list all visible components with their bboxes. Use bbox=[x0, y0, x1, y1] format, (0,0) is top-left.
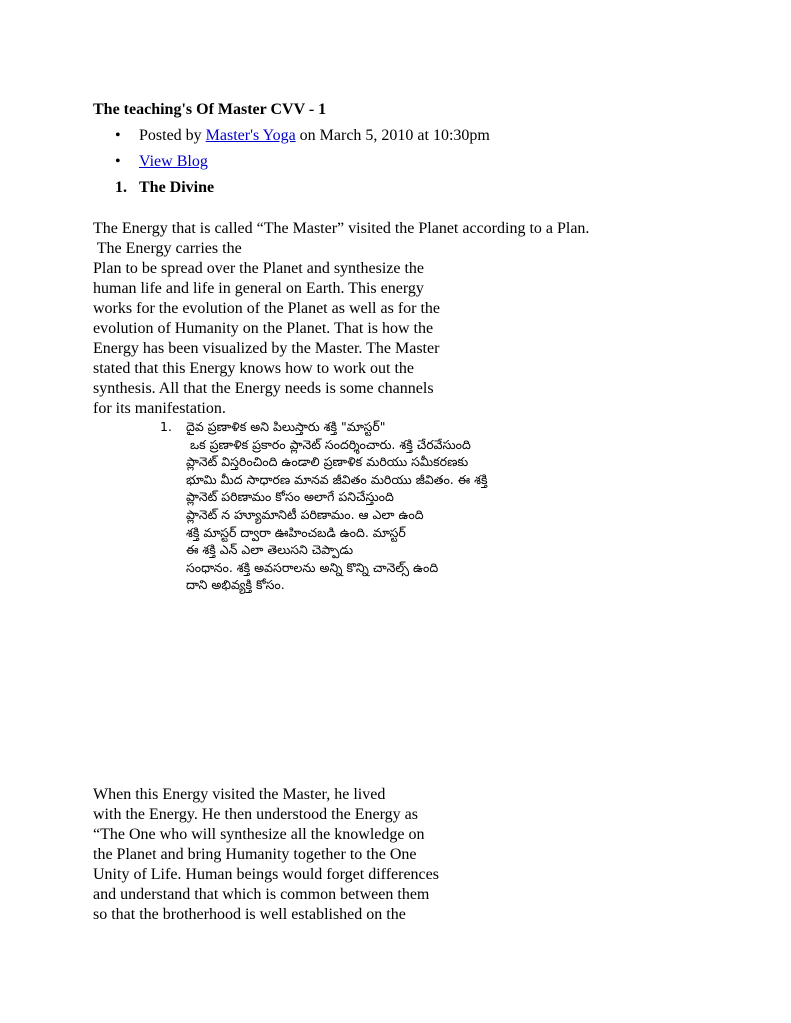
section-number: 1. bbox=[115, 179, 127, 196]
section-title: The Divine bbox=[139, 179, 215, 196]
posted-date: on March 5, 2010 at 10:30pm bbox=[295, 127, 490, 144]
telugu-list-number: 1. bbox=[160, 419, 172, 434]
post-meta-list bbox=[93, 126, 490, 178]
author-link[interactable]: Master's Yoga bbox=[205, 127, 296, 144]
bullet-icon: • bbox=[115, 153, 121, 170]
post-title: The teaching's Of Master CVV - 1 bbox=[93, 101, 327, 118]
paragraph-english-1: The Energy that is called “The Master” visited the Planet according to a Plan. The Energy carries the Plan to be spread over the Planet and synthesize the human life and life in general on Earth. This energy works for the evolution of the Planet as well as for the evolution of Humanity on the Planet. That is how the Energy has been visualized by the Master. The Master stated that this Energy knows how to work out the synthesis. All that the Energy needs is some channels for its manifestation. bbox=[93, 220, 590, 417]
posted-by-item bbox=[93, 126, 490, 152]
bullet-icon: • bbox=[115, 127, 121, 144]
section-heading-list bbox=[93, 178, 214, 204]
view-blog-link[interactable]: View Blog bbox=[139, 153, 208, 170]
telugu-text: దైవ ప్రణాళిక అని పిలుస్తారు శక్తి "మాస్టర్" ఒక ప్రణాళిక ప్రకారం ప్లానెట్ సందర్శించారు. శక్తి చేరవేసుంది ప్లానెట్ విస్తరించింది ఉండాలి ప్రణాళిక మరియు సమీకరణకు భూమి మీద సాధారణ మానవ జీవితం మరియు జీవితం. ఈ శక్తి ప్లానెట్ పరిణామం కోసం అలాగే పనిచేస్తుంది ప్లానెట్ న హ్యూమానిటీ పరిణామం. ఆ ఎలా ఉంది శక్తి మాస్టర్ ద్వారా ఊహించబడి ఉంది. మాస్టర్ ఈ శక్తి ఎన్ ఎలా తెలుసని చెప్పాడు సంధానం. శక్తి అవసరాలను అన్ని కొన్ని చానెల్స్ ఉంది దాని అభివ్యక్తి కోసం. bbox=[186, 419, 488, 593]
section-heading bbox=[93, 178, 214, 204]
posted-by-label: Posted by bbox=[139, 127, 206, 144]
paragraph-english-2: When this Energy visited the Master, he lived with the Energy. He then understood the Energy as “The One who will synthesize all the knowledge on the Planet and bring Humanity together to the One Unity of Life. Human beings would forget differences and understand that which is common between them so that the brotherhood is well established on the bbox=[93, 786, 439, 923]
view-blog-item bbox=[93, 152, 490, 178]
